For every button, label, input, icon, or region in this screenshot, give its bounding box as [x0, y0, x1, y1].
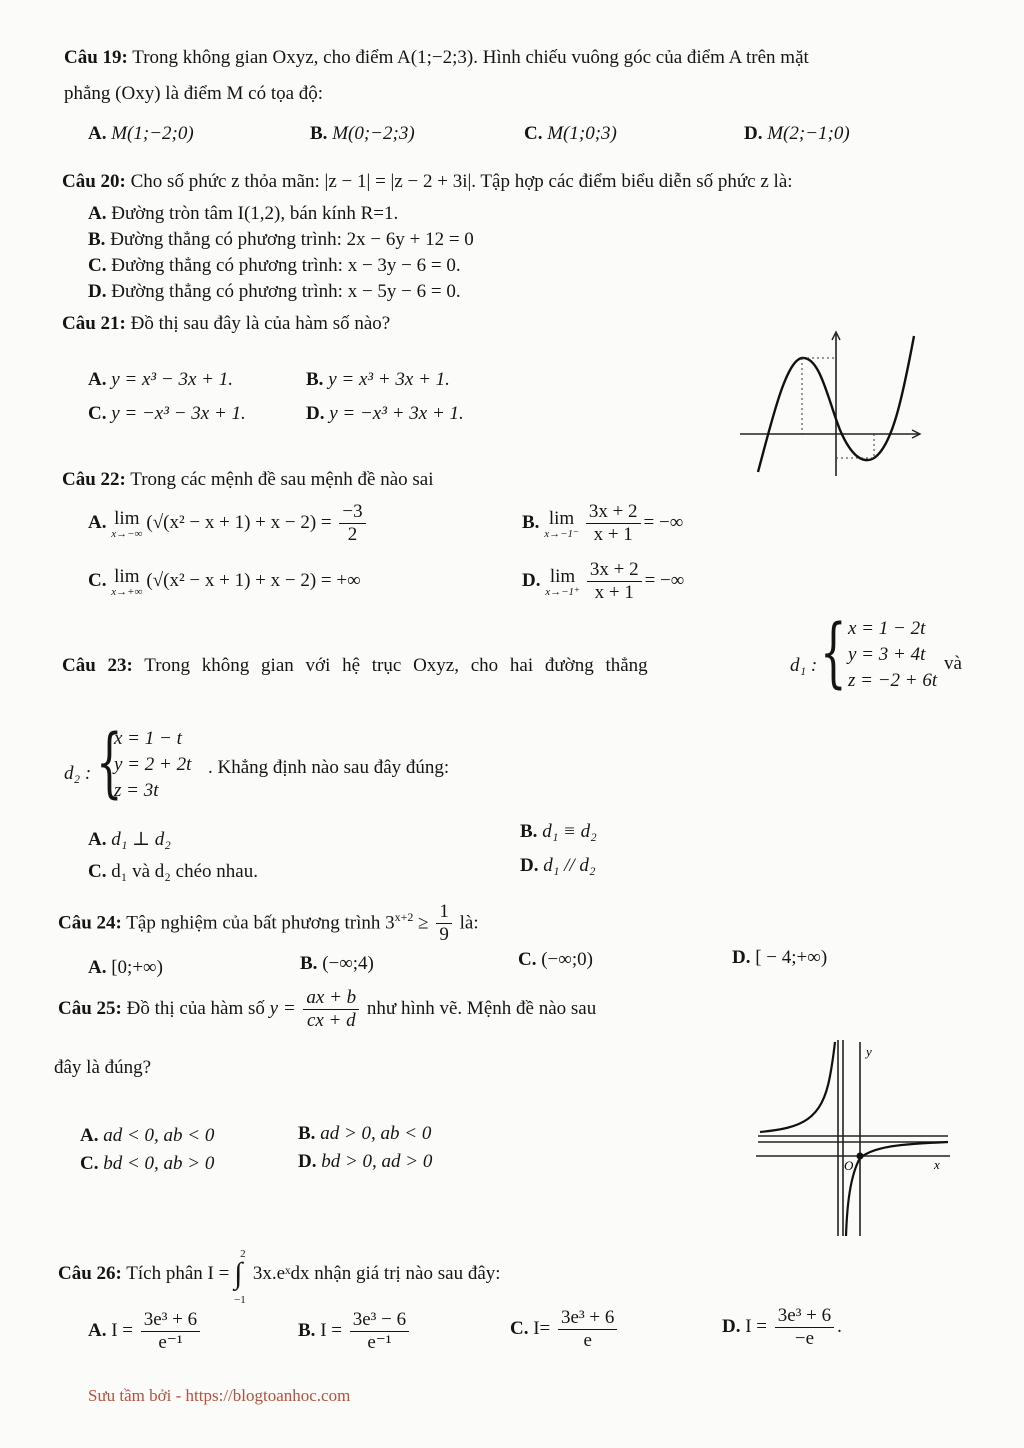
q23-stem: Trong không gian với hệ trục Oxyz, cho hai đường thẳng — [144, 655, 648, 676]
q24-option-a — [88, 956, 163, 980]
option-key: D. — [732, 947, 751, 968]
fraction — [775, 1305, 834, 1350]
option-text: d₁ ⊥ d₂ — [111, 829, 171, 850]
option-post: . — [837, 1316, 842, 1337]
q20-stem: Cho số phức z thỏa mãn: |z − 1| = |z − 2 + 3i|. Tập hợp các điểm biểu diễn số phức z là: — [130, 171, 793, 192]
option-pre: I= — [533, 1318, 551, 1339]
numerator: 3e³ − 6 — [350, 1309, 409, 1332]
option-key: B. — [88, 229, 106, 250]
q21-option-a — [88, 368, 233, 392]
option-text: M(0;−2;3) — [332, 123, 415, 144]
fraction — [339, 501, 365, 546]
power-exponent: x+2 — [394, 910, 414, 924]
q26-option-c — [510, 1306, 620, 1352]
q26-stem-pre: Tích phân I = — [126, 1263, 230, 1284]
integral-lower: −1 — [234, 1294, 246, 1306]
option-key: D. — [298, 1151, 317, 1172]
numerator: 3x + 2 — [586, 501, 641, 524]
q22-stem-line — [62, 468, 434, 492]
d1-equation-x: x = 1 − 2t — [848, 618, 926, 639]
limit-expression: (√(x² − x + 1) + x − 2) = +∞ — [146, 570, 361, 591]
option-text: d₁ // d₂ — [543, 855, 596, 876]
q20-label: Câu 20: — [62, 171, 126, 192]
fraction — [558, 1307, 617, 1352]
denominator: e — [583, 1330, 592, 1352]
denominator: −e — [794, 1328, 815, 1350]
lim-word: lim — [114, 507, 140, 529]
q21-stem: Đồ thị sau đây là của hàm số nào? — [130, 313, 391, 334]
lim-subscript: x→−1⁻ — [544, 527, 579, 540]
option-key: D. — [744, 123, 763, 144]
q26-stem-post: nhận giá trị nào sau đây: — [314, 1263, 501, 1284]
option-key: D. — [88, 281, 107, 302]
option-key: D. — [522, 570, 541, 591]
option-key: B. — [522, 512, 540, 533]
q22-option-c — [88, 558, 361, 604]
option-pre: I = — [111, 1320, 134, 1341]
denominator: e⁻¹ — [158, 1332, 183, 1354]
q26-stem-line — [58, 1248, 501, 1306]
q23-option-a — [88, 828, 171, 852]
option-text: Đường tròn tâm I(1,2), bán kính R=1. — [111, 203, 399, 224]
option-key: C. — [518, 949, 537, 970]
q23-d2-system — [114, 726, 191, 804]
option-key: B. — [310, 123, 328, 144]
lim-subscript: x→+∞ — [111, 585, 143, 598]
denominator: e⁻¹ — [367, 1332, 392, 1354]
option-text: d₁ và d₂ chéo nhau. — [111, 861, 258, 882]
d1-equation-y: y = 3 + 4t — [848, 644, 926, 665]
q21-option-d — [306, 402, 464, 426]
q19-line1 — [64, 46, 809, 70]
option-key: C. — [510, 1318, 529, 1339]
option-key: B. — [298, 1320, 316, 1341]
option-key: A. — [80, 1125, 99, 1146]
lim-word: lim — [548, 507, 575, 529]
hyperbola-left-branch — [760, 1042, 835, 1132]
option-key: A. — [88, 123, 107, 144]
ge-sign: ≥ — [418, 912, 429, 934]
q21-option-c — [88, 402, 246, 426]
q23-option-b — [520, 820, 597, 844]
numerator: 3e³ + 6 — [558, 1307, 617, 1330]
q23-option-c — [88, 860, 258, 884]
d2-equation-z: z = 3t — [114, 780, 159, 801]
q19-stem-line1: Trong không gian Oxyz, cho điểm A(1;−2;3). Hình chiếu vuông góc của điểm A trên mặt — [132, 47, 809, 68]
q26-label: Câu 26: — [58, 1263, 122, 1284]
denominator: 9 — [439, 924, 449, 946]
q23-d2-label: d₂ : — [64, 763, 92, 784]
q25-option-b — [298, 1122, 431, 1146]
q19-option-c — [524, 122, 617, 146]
option-key: B. — [300, 953, 318, 974]
option-key: A. — [88, 957, 107, 978]
q21-cubic-graph — [736, 330, 926, 480]
integral-upper: 2 — [240, 1248, 246, 1260]
option-key: C. — [88, 861, 107, 882]
option-text: ad > 0, ab < 0 — [320, 1123, 432, 1144]
option-key: A. — [88, 1320, 107, 1341]
numerator: ax + b — [303, 987, 359, 1010]
q20-option-c — [88, 254, 461, 278]
numerator: −3 — [339, 501, 365, 524]
q21-label: Câu 21: — [62, 313, 126, 334]
q22-option-b — [522, 500, 683, 546]
q25-stem-line — [58, 986, 596, 1032]
q25-option-c — [80, 1152, 214, 1176]
graph-label-origin: O — [844, 1158, 854, 1173]
q19-stem-line2: phẳng (Oxy) là điểm M có tọa độ: — [64, 83, 324, 104]
q26-option-a — [88, 1308, 203, 1354]
option-pre: I = — [745, 1316, 768, 1337]
q23-stem-line — [62, 654, 648, 678]
q24-option-b — [300, 952, 374, 976]
option-text: d₁ ≡ d₂ — [542, 821, 597, 842]
fraction — [436, 901, 452, 946]
q19-option-a — [88, 122, 194, 146]
d1-equation-z: z = −2 + 6t — [848, 670, 938, 691]
option-text: Đường thẳng có phương trình: x − 5y − 6 = 0. — [111, 281, 461, 302]
option-text: ad < 0, ab < 0 — [103, 1125, 215, 1146]
option-key: C. — [88, 403, 107, 424]
q19-option-d — [744, 122, 850, 146]
footer-source-link[interactable]: Sưu tầm bởi - https://blogtoanhoc.com — [88, 1386, 351, 1405]
q24-option-c — [518, 948, 593, 972]
q20-option-b — [88, 228, 474, 252]
q23-tail: . Khẳng định nào sau đây đúng: — [208, 757, 450, 778]
graph-label-x: x — [934, 1157, 940, 1172]
q24-option-d — [732, 946, 827, 970]
q26-option-b — [298, 1308, 412, 1354]
q19-option-b — [310, 122, 415, 146]
intercept-point — [857, 1153, 864, 1160]
option-text: y = −x³ − 3x + 1. — [111, 403, 246, 424]
q22-stem: Trong các mệnh đề sau mệnh đề nào sai — [130, 469, 434, 490]
q24-stem: Tập nghiệm của bất phương trình — [126, 912, 381, 934]
q20-option-a — [88, 202, 398, 226]
denominator: 2 — [347, 524, 358, 546]
q23-d1-label: d₁ : — [790, 655, 818, 676]
numerator: 3e³ + 6 — [775, 1305, 834, 1328]
option-text: (−∞;0) — [541, 949, 593, 970]
integrand: 3x.eˣdx — [252, 1263, 310, 1284]
d1-brace-icon: { — [820, 607, 847, 696]
option-key: A. — [88, 829, 107, 850]
limit-rhs: = −∞ — [644, 570, 685, 591]
q25-hyperbola-graph — [752, 1036, 952, 1242]
option-key: C. — [88, 255, 107, 276]
q23-option-d — [520, 854, 596, 878]
fraction — [303, 987, 359, 1032]
q23-and: và — [944, 653, 962, 674]
q20-option-d — [88, 280, 461, 304]
q25-stem-line2: đây là đúng? — [54, 1057, 152, 1078]
option-key: D. — [520, 855, 539, 876]
option-key: A. — [88, 512, 107, 533]
option-key: C. — [80, 1153, 99, 1174]
option-text: y = −x³ + 3x + 1. — [329, 403, 464, 424]
lim-word: lim — [549, 565, 576, 587]
q19-label: Câu 19: — [64, 47, 128, 68]
option-key: B. — [298, 1123, 316, 1144]
graph-label-y: y — [866, 1044, 872, 1059]
numerator: 3e³ + 6 — [141, 1309, 200, 1332]
lim-word: lim — [114, 565, 140, 587]
q20-stem-line — [62, 170, 793, 194]
lim-subscript: x→−1⁺ — [545, 585, 580, 598]
q25-stem: Đồ thị của hàm số — [126, 998, 265, 1019]
option-pre: I = — [320, 1320, 342, 1341]
integral-icon: ∫ 2 −1 — [234, 1258, 248, 1286]
q24-label: Câu 24: — [58, 912, 122, 934]
q25-option-d — [298, 1150, 432, 1174]
q23-d1-system — [848, 616, 937, 694]
option-key: D. — [306, 403, 325, 424]
option-text: y = x³ − 3x + 1. — [111, 369, 233, 390]
denominator: x + 1 — [594, 582, 634, 604]
option-text: bd > 0, ad > 0 — [321, 1151, 433, 1172]
option-text: Đường thẳng có phương trình: x − 3y − 6 = 0. — [111, 255, 461, 276]
q25-label: Câu 25: — [58, 998, 122, 1019]
q21-stem-line — [62, 312, 390, 336]
fraction — [141, 1309, 200, 1354]
option-text: M(1;0;3) — [547, 123, 617, 144]
q22-option-a — [88, 500, 369, 546]
limit-operator — [545, 567, 580, 597]
option-text: M(1;−2;0) — [111, 123, 194, 144]
d2-brace-icon: { — [96, 717, 123, 806]
option-text: M(2;−1;0) — [767, 123, 850, 144]
option-text: Đường thẳng có phương trình: 2x − 6y + 12 = 0 — [110, 229, 474, 250]
denominator: cx + d — [306, 1010, 356, 1032]
q26-option-d — [722, 1304, 842, 1350]
d2-equation-y: y = 2 + 2t — [114, 754, 192, 775]
q25-option-a — [80, 1124, 214, 1148]
function-y: y = — [269, 998, 296, 1019]
q24-stem-line — [58, 894, 479, 946]
q22-option-d — [522, 558, 684, 604]
denominator: x + 1 — [593, 524, 633, 546]
option-text: [ − 4;+∞) — [755, 947, 828, 968]
option-key: D. — [722, 1316, 741, 1337]
option-text: (−∞;4) — [322, 953, 374, 974]
fraction — [586, 501, 641, 546]
limit-operator — [544, 509, 579, 539]
limit-operator — [111, 567, 142, 597]
option-key: C. — [88, 570, 107, 591]
option-text: y = x³ + 3x + 1. — [328, 369, 450, 390]
option-key: B. — [306, 369, 324, 390]
numerator: 3x + 2 — [587, 559, 642, 582]
option-key: A. — [88, 369, 107, 390]
q25-tail: như hình vẽ. Mệnh đề nào sau — [366, 998, 597, 1019]
fraction — [587, 559, 642, 604]
q23-label: Câu 23: — [62, 655, 133, 676]
fraction — [350, 1309, 409, 1354]
option-text: bd < 0, ab > 0 — [103, 1153, 215, 1174]
power-base: 3 — [385, 912, 395, 934]
limit-rhs: = −∞ — [643, 512, 684, 533]
option-key: B. — [520, 821, 538, 842]
option-key: C. — [524, 123, 543, 144]
limit-expression: (√(x² − x + 1) + x − 2) = — [146, 512, 332, 533]
numerator: 1 — [436, 901, 452, 924]
q21-option-b — [306, 368, 450, 392]
lim-subscript: x→−∞ — [111, 527, 143, 540]
limit-operator — [111, 509, 142, 539]
d2-equation-x: x = 1 − t — [114, 728, 182, 749]
option-text: [0;+∞) — [111, 957, 163, 978]
q24-tail: là: — [459, 912, 479, 934]
q22-label: Câu 22: — [62, 469, 126, 490]
option-key: A. — [88, 203, 107, 224]
